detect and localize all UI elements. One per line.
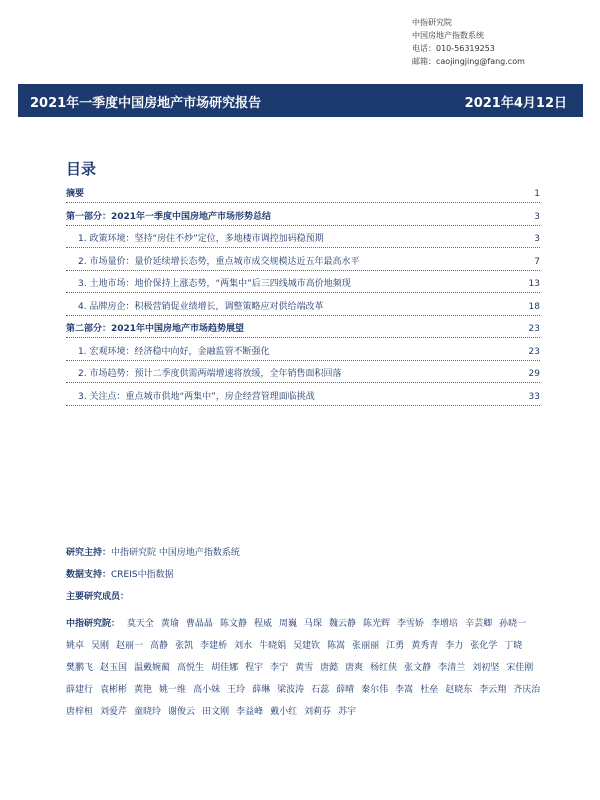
- credits-host: [66, 545, 552, 567]
- toc-entry-label: 第一部分：2021年一季度中国房地产市场形势总结: [66, 209, 273, 222]
- member-name: 杜垒: [420, 685, 439, 695]
- member-name: 李建桥: [200, 641, 228, 651]
- member-name: 李云翔: [479, 685, 507, 695]
- member-name: 黄瑜: [160, 619, 179, 629]
- table-of-contents: [66, 183, 540, 408]
- toc-entry[interactable]: [66, 273, 540, 293]
- members-label: 主要研究成员：: [66, 592, 130, 602]
- toc-entry[interactable]: [66, 251, 540, 271]
- member-name: 梁波涛: [277, 685, 305, 695]
- member-name: 李宁: [270, 663, 289, 673]
- toc-entry-page: 3: [534, 234, 540, 244]
- member-name: 姚卓: [66, 641, 85, 651]
- member-name: 杨红侠: [370, 663, 398, 673]
- member-name: 刘莉芬: [304, 707, 332, 717]
- member-name: 牛晓娟: [259, 641, 287, 651]
- member-name: 高小妹: [193, 685, 221, 695]
- toc-entry[interactable]: [66, 318, 540, 338]
- toc-entry[interactable]: [66, 341, 540, 361]
- member-name: 李雪娇: [397, 619, 425, 629]
- member-name: 赵晓东: [445, 685, 473, 695]
- member-name: 黄艳: [134, 685, 153, 695]
- member-name: 李益峰: [236, 707, 264, 717]
- contact-email: 邮箱：caojingjing@fang.com: [412, 57, 525, 66]
- toc-entry-label: 第二部分：2021年中国房地产市场趋势展望: [66, 321, 246, 334]
- member-name: 张化学: [470, 641, 498, 651]
- data-value: CREIS中指数据: [111, 570, 174, 580]
- member-name: 苏宇: [338, 707, 357, 717]
- member-name: 吴刚: [91, 641, 110, 651]
- toc-entry-page: 29: [528, 369, 540, 379]
- toc-entry-label: 2. 市场趋势：预计二季度供需两端增速将放缓，全年销售面积回落: [78, 366, 343, 379]
- toc-entry-page: 23: [528, 324, 540, 334]
- member-name: 陈光辉: [363, 619, 391, 629]
- toc-entry[interactable]: [66, 386, 540, 406]
- member-name: 曹晶晶: [185, 619, 213, 629]
- member-name: 孙晓一: [499, 619, 527, 629]
- contact-phone: 电话：010-56319253: [412, 44, 495, 53]
- toc-entry[interactable]: [66, 296, 540, 316]
- member-name: 唐梓桓: [66, 707, 94, 717]
- toc-entry-page: 1: [534, 189, 540, 199]
- member-name: 宋佳刚: [506, 663, 534, 673]
- member-name: 程威: [253, 619, 272, 629]
- toc-entry-page: 33: [528, 391, 540, 402]
- member-name: 黄雪: [295, 663, 314, 673]
- member-name: 胡佳娜: [211, 663, 239, 673]
- member-name: 姚一维: [159, 685, 187, 695]
- member-name: 樊鹏飞: [66, 663, 94, 673]
- member-name: 黄秀青: [411, 641, 439, 651]
- toc-entry-label: 1. 宏观环境：经济稳中向好，金融监管不断强化: [78, 344, 271, 357]
- member-name: 薛建行: [66, 685, 94, 695]
- toc-entry-page: 13: [528, 279, 540, 289]
- member-name: 唐懿: [320, 663, 339, 673]
- member-name: 高静: [150, 641, 169, 651]
- member-name: 袁彬彬: [100, 685, 128, 695]
- member-name: 齐庆治: [513, 685, 541, 695]
- member-name: 马琛: [303, 619, 322, 629]
- member-name: 戴小红: [270, 707, 298, 717]
- contact-system: 中国房地产指数系统: [412, 31, 484, 40]
- toc-entry-label: 3. 关注点：重点城市供地“两集中”，房企经营管理面临挑战: [78, 389, 317, 402]
- member-name: 秦尔伟: [361, 685, 389, 695]
- contact-org: 中指研究院: [412, 18, 452, 27]
- member-name: 陈文静: [219, 619, 247, 629]
- member-list: [66, 613, 552, 723]
- member-name: 江勇: [386, 641, 405, 651]
- member-name: 张文静: [404, 663, 432, 673]
- member-name: 丁晓: [504, 641, 523, 651]
- member-name: 魏云静: [329, 619, 357, 629]
- member-name: 谢俊云: [168, 707, 196, 717]
- member-name: 李增培: [431, 619, 459, 629]
- host-value: 中指研究院 中国房地产指数系统: [111, 548, 240, 558]
- member-name: 李力: [445, 641, 464, 651]
- member-name: 田文刚: [202, 707, 230, 717]
- member-name: 张丽丽: [352, 641, 380, 651]
- member-name: 薛晴: [336, 685, 355, 695]
- member-name: 周巍: [278, 619, 297, 629]
- toc-entry-page: 3: [534, 211, 540, 222]
- member-name: 石蕊: [311, 685, 330, 695]
- toc-entry[interactable]: [66, 183, 540, 203]
- contact-block: [412, 16, 525, 68]
- credits-members-heading: [66, 589, 552, 611]
- toc-entry[interactable]: [66, 363, 540, 383]
- member-name: 张凯: [175, 641, 194, 651]
- member-name: 唐爽: [345, 663, 364, 673]
- host-label: 研究主持：: [66, 548, 112, 558]
- toc-entry-label: 3. 土地市场：地价保持上涨态势，“两集中”后三四线城市高价地频现: [78, 276, 353, 289]
- member-name: 莫天全: [126, 619, 154, 629]
- report-banner: [18, 84, 583, 117]
- credits-block: [66, 545, 552, 723]
- member-name: 李清兰: [438, 663, 466, 673]
- org-label: 中指研究院：: [66, 619, 121, 629]
- member-name: 高悦生: [177, 663, 205, 673]
- member-name: 程宇: [245, 663, 264, 673]
- toc-entry-label: 摘要: [66, 186, 86, 199]
- member-name: 王玲: [227, 685, 246, 695]
- toc-entry-label: 1. 政策环境：坚持“房住不炒”定位，多地楼市调控加码稳预期: [78, 231, 326, 244]
- member-name: 刘爱芹: [100, 707, 128, 717]
- toc-entry-label: 4. 品牌房企：积极营销促业绩增长，调整策略应对供给端改革: [78, 299, 325, 312]
- member-name: 陈嵩: [327, 641, 346, 651]
- member-name: 吴建钦: [293, 641, 321, 651]
- report-date: 2021年4月12日: [464, 96, 567, 111]
- toc-entry-page: 18: [528, 301, 540, 312]
- member-name: 李嵩: [395, 685, 414, 695]
- toc-entry[interactable]: [66, 206, 540, 226]
- member-name: 赵丽一: [116, 641, 144, 651]
- member-name: 刘水: [234, 641, 253, 651]
- member-name: 赵玉国: [100, 663, 128, 673]
- member-name: 辛芸卿: [465, 619, 493, 629]
- member-name: 薛琳: [252, 685, 271, 695]
- toc-entry-page: 7: [534, 256, 540, 267]
- member-name: 温戴婉蔺: [134, 663, 171, 673]
- member-name: 刘初坚: [472, 663, 500, 673]
- toc-entry-page: 23: [528, 346, 540, 357]
- toc-entry-label: 2. 市场量价：量价延续增长态势，重点城市成交规模达近五年最高水平: [78, 254, 361, 267]
- toc-heading: 目录: [66, 160, 97, 178]
- report-title: 2021年一季度中国房地产市场研究报告: [30, 96, 262, 111]
- credits-data: [66, 567, 552, 589]
- data-label: 数据支持：: [66, 570, 112, 580]
- member-name: 童晓玲: [134, 707, 162, 717]
- toc-entry[interactable]: [66, 228, 540, 248]
